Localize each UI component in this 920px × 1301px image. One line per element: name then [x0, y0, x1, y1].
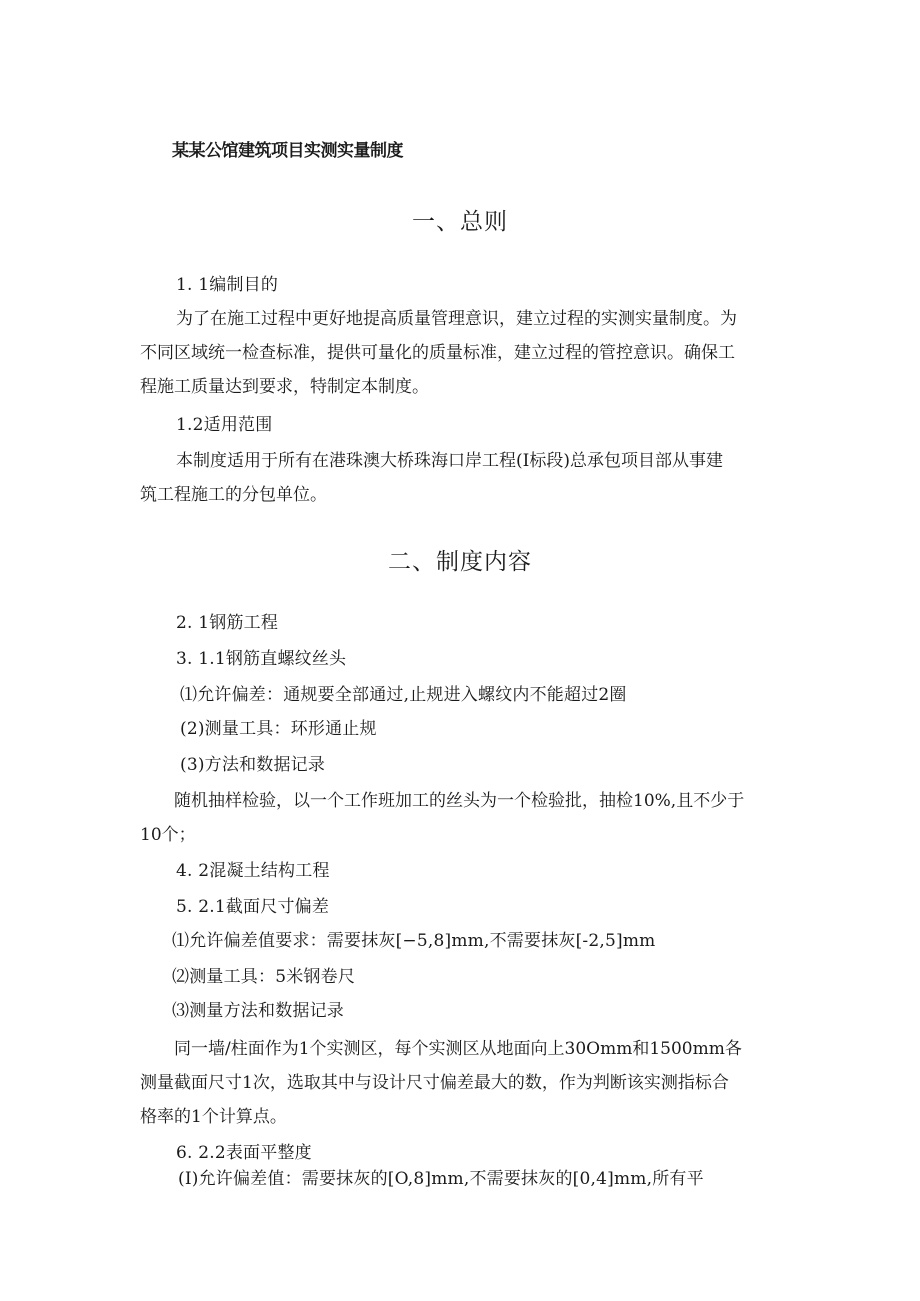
paragraph-scope	[140, 446, 790, 512]
item-method-record: (3)方法和数据记录	[180, 755, 326, 775]
section-heading-general: 一、总则	[412, 209, 508, 235]
item-allowed-deviation: ⑴允许偏差：通规要全部通过,止规进入螺纹内不能超过2圈	[180, 685, 627, 705]
paragraph-line: 同一墙/柱面作为1个实测区，每个实测区从地面向上30Omm和1500mm各	[174, 1039, 742, 1059]
paragraph-line: 不同区域统一检查标准，提供可量化的质量标准，建立过程的管控意识。确保工	[140, 343, 735, 363]
subheading-section-size: 5. 2.1截面尺寸偏差	[176, 897, 330, 917]
paragraph-line: 为了在施工过程中更好地提高质量管理意识，建立过程的实测实量制度。为	[176, 309, 737, 329]
subheading-rebar-thread: 3. 1.1钢筋直螺纹丝头	[176, 649, 347, 669]
paragraph-line: 程施工质量达到要求，特制定本制度。	[140, 377, 429, 397]
item-measure-tool-tape: ⑵测量工具：5米钢卷尺	[172, 967, 356, 987]
subheading-scope: 1.2适用范围	[176, 415, 273, 435]
paragraph-line: 本制度适用于所有在港珠澳大桥珠海口岸工程(I标段)总承包项目部从事建	[176, 451, 723, 471]
item-allowed-deviation-values: ⑴允许偏差值要求：需要抹灰[−5,8]mm,不需要抹灰[-2,5]mm	[172, 931, 656, 951]
subheading-flatness: 6. 2.2表面平整度	[176, 1143, 312, 1163]
item-measure-tool: (2)测量工具：环形通止规	[180, 719, 377, 739]
subheading-concrete: 4. 2混凝土结构工程	[176, 861, 330, 881]
paragraph-line: 格率的1个计算点。	[140, 1107, 287, 1127]
section-heading-content: 二、制度内容	[388, 549, 532, 575]
paragraph-line: 随机抽样检验，以一个工作班加工的丝头为一个检验批，抽检10%,且不少于	[174, 791, 745, 811]
paragraph-sampling	[140, 786, 790, 852]
subheading-rebar: 2. 1钢筋工程	[176, 613, 279, 633]
paragraph-measure-area	[140, 1034, 790, 1134]
paragraph-line: 测量截面尺寸1次，选取其中与设计尺寸偏差最大的数，作为判断该实测指标合	[140, 1073, 729, 1093]
item-flatness-deviation: (I)允许偏差值：需要抹灰的[O,8]mm,不需要抹灰的[0,4]mm,所有平	[178, 1169, 704, 1189]
paragraph-line: 筑工程施工的分包单位。	[140, 485, 327, 505]
subheading-purpose: 1. 1编制目的	[176, 275, 279, 295]
paragraph-line: 10个；	[140, 825, 196, 845]
document-title: 某某公馆建筑项目实测实量制度	[172, 141, 403, 161]
paragraph-purpose	[140, 304, 790, 404]
item-measure-method: ⑶测量方法和数据记录	[172, 1001, 344, 1021]
